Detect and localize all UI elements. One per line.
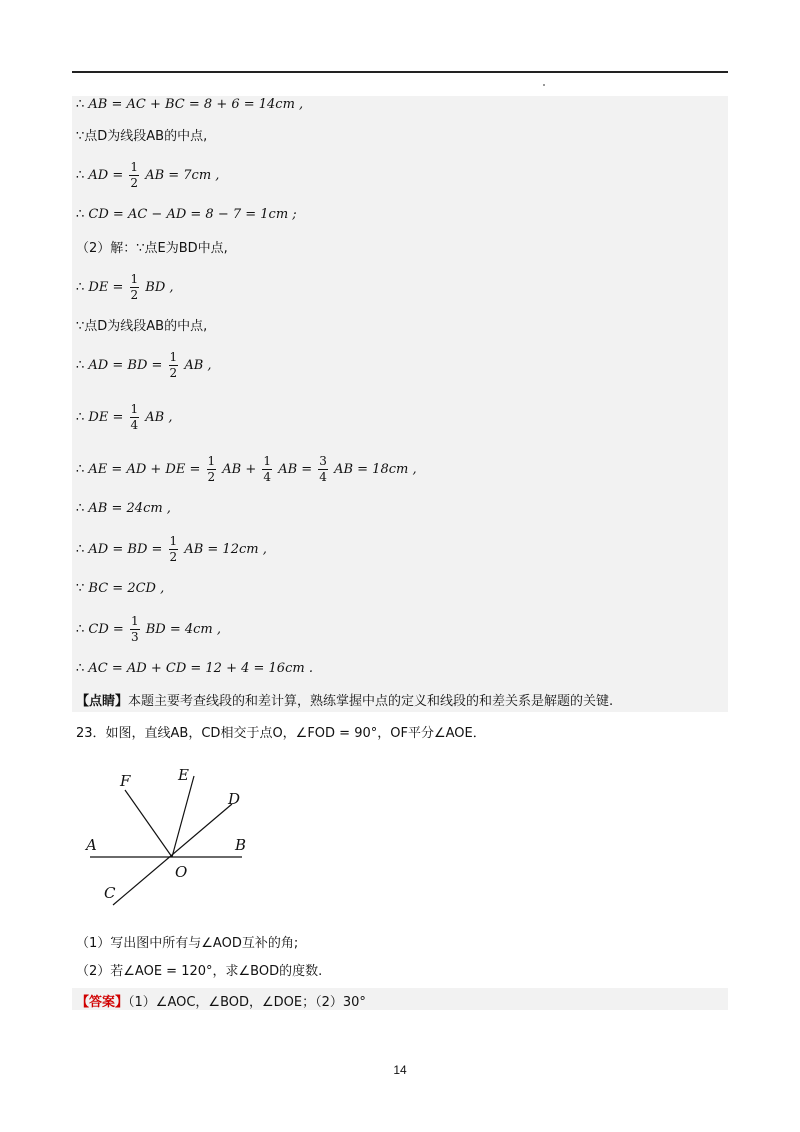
fraction: $\frac{1}{2}$ xyxy=(169,534,178,564)
geometry-figure xyxy=(80,760,280,910)
label-f: F xyxy=(120,772,131,790)
solution-line-13: ∵ BC = 2CD , xyxy=(76,581,165,596)
solution-line-12: ∴ AD = BD = $\frac{1}{2}$ AB = 12cm , xyxy=(76,534,267,564)
fraction: $\frac{1}{3}$ xyxy=(130,614,139,644)
label-a: A xyxy=(86,836,97,854)
solution-line-3: ∴ AD = $\frac{1}{2}$ AB = 7cm , xyxy=(76,160,220,190)
page-number: 14 xyxy=(393,1063,407,1077)
label-o: O xyxy=(175,863,188,881)
speck xyxy=(543,84,545,86)
solution-line-11: ∴ AB = 24cm , xyxy=(76,501,171,516)
label-d: D xyxy=(228,790,241,808)
comment-text: 本题主要考查线段的和差计算，熟练掌握中点的定义和线段的和差关系是解题的关键. xyxy=(128,694,614,709)
solution-line-7: ∵点D为线段AB的中点, xyxy=(76,319,208,334)
solution-line-10: ∴ AE = AD + DE = $\frac{1}{2}$ AB + $\frac{1}{4}$ AB = $\frac{3}{4}$ AB = 18cm , xyxy=(76,454,417,484)
answer-text: （1）∠AOC，∠BOD，∠DOE；（2）30° xyxy=(128,995,366,1010)
solution-line-5: （2）解：∵点E为BD中点, xyxy=(76,241,228,256)
fraction: $\frac{3}{4}$ xyxy=(319,454,327,484)
solution-line-1: ∴ AB = AC + BC = 8 + 6 = 14cm , xyxy=(76,97,304,112)
fraction: $\frac{1}{2}$ xyxy=(207,454,216,484)
comment xyxy=(76,690,613,709)
label-c: C xyxy=(104,884,116,902)
ray-of xyxy=(125,790,172,857)
answer xyxy=(76,991,366,1010)
answer-label: 【答案】 xyxy=(76,995,129,1010)
solution-line-15: ∴ AC = AD + CD = 12 + 4 = 16cm . xyxy=(76,661,313,676)
question-23-text: 23．如图，直线AB，CD相交于点O，∠FOD = 90°，OF平分∠AOE． xyxy=(76,726,486,741)
solution-line-2: ∵点D为线段AB的中点, xyxy=(76,129,208,144)
label-b: B xyxy=(235,836,247,854)
solution-line-9: ∴ DE = $\frac{1}{4}$ AB , xyxy=(76,402,173,432)
header-rule xyxy=(72,71,728,73)
solution-line-8: ∴ AD = BD = $\frac{1}{2}$ AB , xyxy=(76,350,212,380)
solution-line-6: ∴ DE = $\frac{1}{2}$ BD , xyxy=(76,272,174,302)
question-23-part1: （1）写出图中所有与∠AOD互补的角; xyxy=(76,936,299,951)
question-23-part2: （2）若∠AOE = 120°，求∠BOD的度数. xyxy=(76,964,323,979)
fraction: $\frac{1}{2}$ xyxy=(130,272,139,302)
solution-line-14: ∴ CD = $\frac{1}{3}$ BD = 4cm , xyxy=(76,614,222,644)
fraction: $\frac{1}{4}$ xyxy=(263,454,272,484)
label-e: E xyxy=(178,766,189,784)
fraction: $\frac{1}{2}$ xyxy=(130,160,139,190)
fraction: $\frac{1}{2}$ xyxy=(169,350,178,380)
fraction: $\frac{1}{4}$ xyxy=(130,402,139,432)
solution-line-4: ∴ CD = AC − AD = 8 − 7 = 1cm ; xyxy=(76,207,297,222)
comment-label: 【点睛】 xyxy=(76,694,129,709)
